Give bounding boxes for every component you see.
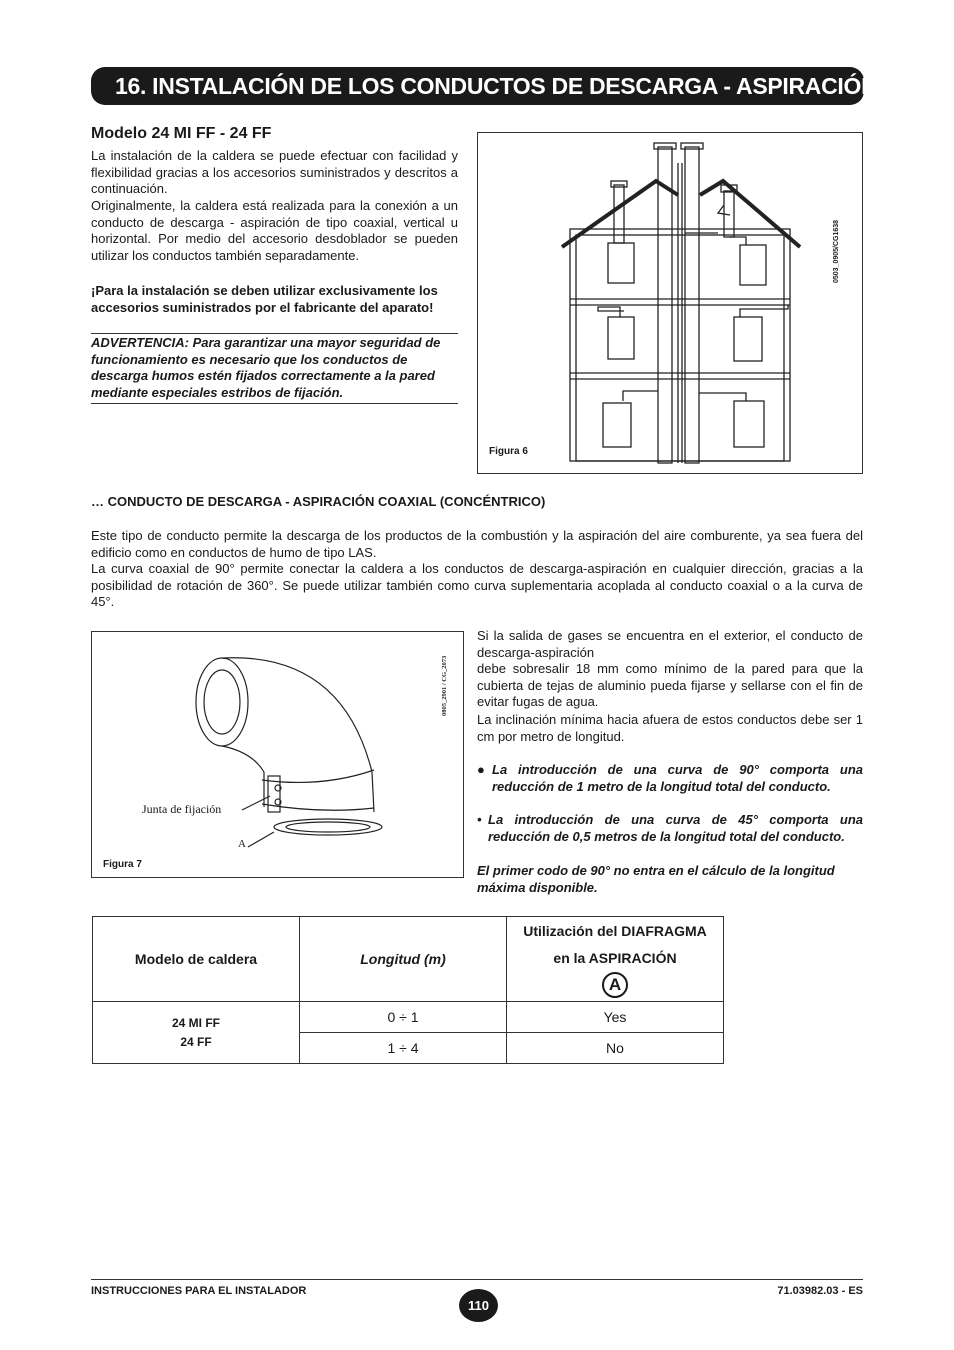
diaphragm-cell: Yes xyxy=(507,1002,724,1033)
figure-7-label: Figura 7 xyxy=(103,859,142,870)
footer-left: INSTRUCCIONES PARA EL INSTALADOR xyxy=(91,1285,307,1297)
elbow-diagram xyxy=(92,632,463,877)
marker-a: A xyxy=(238,838,246,850)
header-diaphragm-line1: Utilización del DIAFRAGMA xyxy=(523,923,707,939)
exterior-outlet-text: Si la salida de gases se encuentra en el exterior, el conducto de descarga-aspiración xyxy=(477,628,863,660)
intro-paragraph-2: Originalmente, la caldera está realizada para la conexión a un conducto de descarga - aspiración de tipo coaxial, vertical u horizontal. Por medio del accesorio desdoblador se pueden utilizar los conductos también separadamente. xyxy=(91,198,458,264)
model-name: 24 FF xyxy=(180,1034,212,1049)
bullet-icon: • xyxy=(477,812,482,827)
model-heading: Modelo 24 MI FF - 24 FF xyxy=(91,125,272,142)
figure-7-frame xyxy=(91,631,464,878)
coaxial-heading: … CONDUCTO DE DESCARGA - ASPIRACIÓN COAXIAL (CONCÉNTRICO) xyxy=(91,494,546,509)
protrusion-text: debe sobresalir 18 mm como mínimo de la pared para que la cubierta de tejas de aluminio pueda fijarse y sellarse con el fin de evitar fugas de agua. xyxy=(477,661,863,710)
length-cell: 0 ÷ 1 xyxy=(300,1002,507,1033)
header-diaphragm xyxy=(507,917,724,1002)
first-elbow-note: El primer codo de 90° no entra en el cálculo de la longitud máxima disponible. xyxy=(477,863,835,895)
figure-6-frame xyxy=(477,132,863,474)
installation-note: ¡Para la instalación se deben utilizar exclusivamente los accesorios suministrados por el fabricante del aparato! xyxy=(91,283,438,315)
inclination-text: La inclinación mínima hacia afuera de estos conductos debe ser 1 cm por metro de longitud. xyxy=(477,712,863,744)
diaphragm-cell: No xyxy=(507,1033,724,1064)
model-name: 24 MI FF xyxy=(171,1015,220,1030)
warning-text: ADVERTENCIA: Para garantizar una mayor seguridad de funcionamiento es necesario que los conductos de descarga humos estén fijados correctamente a la pared mediante especiales estribos de fijación. xyxy=(91,335,441,401)
figure-6-label: Figura 6 xyxy=(489,446,528,457)
coaxial-paragraph-2: La curva coaxial de 90° permite conectar la caldera a los conductos de descarga-aspiración en cualquier dirección, gracias a la posibilidad de rotación de 360°. Se puede utilizar también como curva suplementaria acoplada al conducto coaxial o a la curva de 45°. xyxy=(91,561,863,610)
intro-paragraph-1: La instalación de la caldera se puede efectuar con facilidad y flexibilidad gracias a los accesorios suministrados y descritos a continuación. xyxy=(91,148,458,197)
model-cell xyxy=(93,1002,300,1064)
bullet-icon: ● xyxy=(477,762,485,777)
header-model: Modelo de caldera xyxy=(93,917,300,1002)
figure-6-code: 0503_0905/CG1638 xyxy=(833,219,840,283)
length-cell: 1 ÷ 4 xyxy=(300,1033,507,1064)
header-length: Longitud (m) xyxy=(300,917,507,1002)
page-number: 110 xyxy=(459,1289,498,1322)
joint-label: Junta de fijación xyxy=(142,802,222,816)
footer-divider xyxy=(91,1279,863,1280)
building-flue-diagram xyxy=(478,133,862,473)
coaxial-paragraph-1: Este tipo de conducto permite la descarga de los productos de la combustión y la aspiración del aire comburente, ya sea fuera del edificio como en conductos de humo de tipo LAS. xyxy=(91,528,863,560)
bullet-item-90 xyxy=(477,762,863,795)
footer-right: 71.03982.03 - ES xyxy=(777,1285,863,1297)
figure-7-code: 0805_2901 / CG_2073 xyxy=(441,655,448,716)
bullet-item-45 xyxy=(477,812,863,845)
header-diaphragm-line2: en la ASPIRACIÓN xyxy=(553,950,677,966)
bullet-text: La introducción de una curva de 45° comporta una reducción de 0,5 metros de la longitud total del conducto. xyxy=(488,812,863,844)
divider xyxy=(91,403,458,404)
page-title: 16. INSTALACIÓN DE LOS CONDUCTOS DE DESCARGA - ASPIRACIÓN xyxy=(91,67,864,105)
circled-a-icon: A xyxy=(602,972,628,998)
divider xyxy=(91,333,458,334)
bullet-text: La introducción de una curva de 90° comporta una reducción de 1 metro de la longitud total del conducto. xyxy=(492,762,863,794)
diaphragm-table xyxy=(92,916,724,1064)
